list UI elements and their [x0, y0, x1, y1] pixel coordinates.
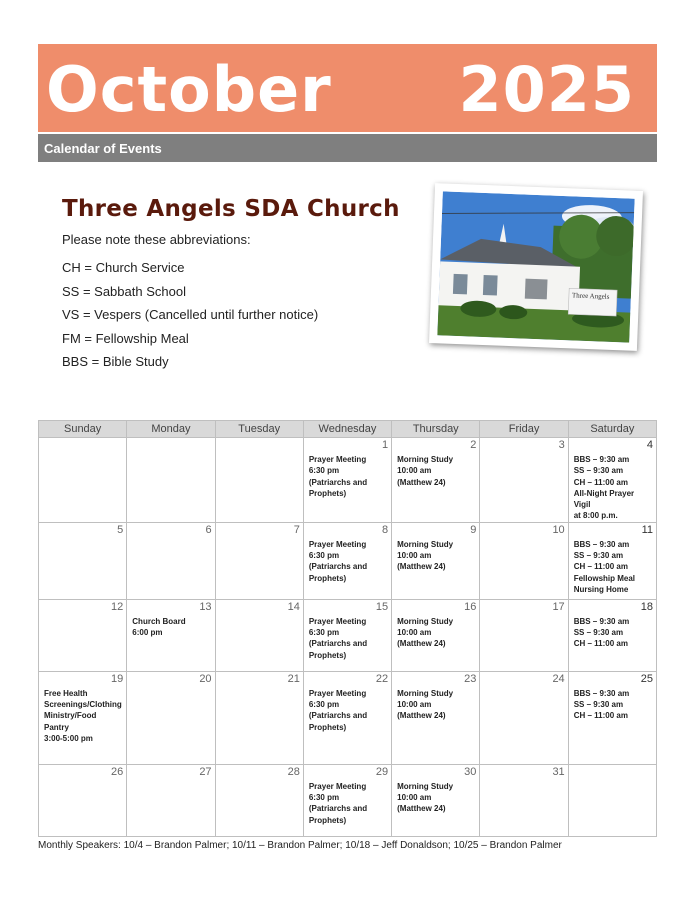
day-number: 4: [646, 439, 653, 451]
event-line: Fellowship Meal: [573, 573, 636, 583]
calendar-day-cell: [392, 522, 480, 599]
event-line: Prayer Meeting: [308, 616, 367, 626]
event-line: CH – 11:00 am: [573, 562, 628, 572]
church-name: Three Angels SDA Church: [62, 196, 400, 222]
calendar-day-cell: [39, 438, 127, 523]
event-details: [569, 614, 656, 650]
event-line: Prayer Meeting: [308, 539, 367, 549]
event-line: 6:30 pm: [308, 466, 340, 476]
event-line: (Matthew 24): [397, 804, 446, 814]
event-line: (Matthew 24): [397, 562, 446, 572]
day-number: 15: [375, 600, 389, 613]
title-banner: [38, 44, 657, 132]
calendar-day-cell: [480, 522, 568, 599]
event-details: [392, 614, 479, 650]
calendar-grid: [38, 420, 657, 837]
event-line: CH – 11:00 am: [573, 711, 628, 721]
event-line: Church Board: [132, 616, 186, 626]
event-line: 6:30 pm: [308, 628, 340, 638]
event-line: 3:00-5:00 pm: [44, 733, 93, 743]
event-details: [304, 537, 391, 584]
calendar-day-cell: [568, 522, 656, 599]
event-line: (Patriarchs and: [308, 562, 368, 572]
event-line: Morning Study: [397, 781, 454, 791]
subtitle-bar: Calendar of Events: [38, 134, 657, 162]
day-number: 6: [205, 523, 212, 536]
event-line: Pantry: [44, 722, 69, 732]
event-line: (Matthew 24): [397, 477, 446, 487]
event-line: SS – 9:30 am: [573, 628, 624, 638]
calendar-day-cell: [215, 671, 303, 764]
calendar-day-cell: [39, 522, 127, 599]
event-line: Prayer Meeting: [308, 688, 367, 698]
weekday-tuesday: Tuesday: [215, 421, 303, 438]
day-number: 27: [199, 765, 212, 778]
event-details: [304, 452, 391, 499]
day-number: 22: [375, 672, 389, 685]
event-line: Morning Study: [397, 688, 454, 698]
calendar-day-cell: [215, 599, 303, 671]
calendar-day-cell: [39, 764, 127, 836]
day-number: 7: [293, 523, 300, 536]
calendar-week-row: [39, 522, 657, 599]
abbreviations-note: Please note these abbreviations:: [62, 232, 251, 247]
photo-sign-text: Three Angels: [571, 291, 610, 301]
event-details: [304, 614, 391, 661]
day-number: 29: [375, 765, 389, 778]
day-number: 10: [552, 523, 565, 536]
calendar-day-cell: [568, 438, 656, 523]
event-line: Morning Study: [397, 455, 454, 464]
monthly-speakers: Monthly Speakers: 10/4 – Brandon Palmer; 10/11 – Brandon Palmer; 10/18 – Jeff Donaldson; 10/25 – Brandon Palmer: [38, 840, 562, 851]
calendar-day-cell: [303, 522, 391, 599]
event-line: BBS – 9:30 am: [573, 688, 630, 698]
event-line: BBS – 9:30 am: [573, 616, 630, 626]
calendar-day-cell: [392, 671, 480, 764]
calendar-day-cell: [480, 671, 568, 764]
event-line: SS – 9:30 am: [573, 700, 624, 710]
weekday-wednesday: Wednesday: [303, 421, 391, 438]
event-line: 6:30 pm: [308, 551, 340, 561]
event-line: Ministry/Food: [44, 711, 97, 721]
event-details: [392, 686, 479, 722]
day-number: 18: [640, 600, 653, 613]
calendar-day-cell: [303, 599, 391, 671]
calendar-day-cell: [303, 764, 391, 836]
day-number: 21: [287, 672, 300, 685]
event-details: [392, 779, 479, 815]
calendar-day-cell: [303, 438, 391, 523]
abbreviation-item: CH = Church Service: [62, 260, 185, 275]
event-line: CH – 11:00 am: [573, 477, 628, 487]
weekday-monday: Monday: [127, 421, 215, 438]
event-line: Prayer Meeting: [308, 781, 367, 791]
day-number: 5: [117, 523, 124, 536]
event-details: [569, 452, 656, 522]
event-line: 10:00 am: [397, 793, 432, 803]
event-line: 10:00 am: [397, 466, 432, 476]
calendar-day-cell: [127, 764, 215, 836]
day-number: 12: [111, 600, 124, 613]
day-number: 17: [552, 600, 565, 613]
day-number: [569, 765, 656, 779]
event-line: 10:00 am: [397, 700, 432, 710]
abbreviation-item: FM = Fellowship Meal: [62, 330, 189, 346]
day-number: 25: [640, 672, 653, 685]
weekday-saturday: Saturday: [568, 421, 656, 438]
event-line: All-Night Prayer Vigil: [573, 488, 635, 510]
event-details: [127, 614, 214, 639]
event-line: Morning Study: [397, 539, 454, 549]
calendar-day-cell: [127, 671, 215, 764]
event-details: [304, 686, 391, 733]
event-line: BBS – 9:30 am: [573, 455, 630, 464]
calendar-day-cell: [568, 671, 656, 764]
event-line: Prophets): [308, 573, 347, 583]
event-line: 6:30 pm: [308, 793, 340, 803]
calendar-day-cell: [480, 438, 568, 523]
day-number: 2: [470, 439, 477, 451]
event-line: SS – 9:30 am: [573, 551, 624, 561]
day-number: 14: [287, 600, 300, 613]
day-number: [39, 438, 126, 452]
event-details: [39, 686, 126, 744]
church-photo-image: [437, 191, 634, 342]
calendar-day-cell: [480, 599, 568, 671]
church-photo: [429, 183, 643, 351]
abbreviation-item: BBS = Bible Study: [62, 354, 169, 370]
day-number: 31: [552, 765, 565, 778]
calendar-day-cell: [215, 522, 303, 599]
day-number: 20: [199, 672, 212, 685]
event-line: BBS – 9:30 am: [573, 539, 630, 549]
calendar-day-cell: [568, 599, 656, 671]
event-line: CH – 11:00 am: [573, 639, 628, 649]
calendar-day-cell: [215, 764, 303, 836]
calendar-day-cell: [127, 522, 215, 599]
event-details: [392, 537, 479, 573]
event-line: 10:00 am: [397, 551, 432, 561]
weekday-sunday: Sunday: [39, 421, 127, 438]
event-line: Morning Study: [397, 616, 454, 626]
day-number: 30: [464, 765, 477, 778]
event-details: [392, 452, 479, 488]
calendar-day-cell: [392, 764, 480, 836]
event-line: Prophets): [308, 722, 347, 732]
day-number: 13: [199, 600, 212, 613]
day-number: 19: [111, 672, 124, 685]
day-number: 1: [382, 439, 389, 451]
calendar-day-cell: [39, 671, 127, 764]
event-line: Free Health: [44, 688, 88, 698]
day-number: [127, 438, 214, 452]
abbreviations-list: [62, 256, 318, 374]
event-details: [569, 686, 656, 722]
event-line: Prophets): [308, 488, 347, 498]
day-number: 11: [641, 523, 653, 536]
month-title: October: [46, 53, 332, 126]
day-number: 9: [470, 523, 477, 536]
event-line: 10:00 am: [397, 628, 432, 638]
calendar-day-cell: [127, 438, 215, 523]
calendar-week-row: [39, 438, 657, 523]
day-number: 3: [558, 439, 565, 451]
event-line: (Matthew 24): [397, 639, 446, 649]
event-line: (Patriarchs and: [308, 711, 368, 721]
calendar-day-cell: [127, 599, 215, 671]
event-line: Prayer Meeting: [308, 455, 367, 464]
event-line: (Matthew 24): [397, 711, 446, 721]
day-number: 28: [287, 765, 300, 778]
calendar-week-row: [39, 764, 657, 836]
abbreviation-item: SS = Sabbath School: [62, 283, 186, 299]
event-line: Screenings/Clothing: [44, 700, 122, 710]
calendar-day-cell: [215, 438, 303, 523]
calendar-week-row: [39, 671, 657, 764]
event-line: (Patriarchs and: [308, 477, 368, 487]
calendar-week-row: [39, 599, 657, 671]
weekday-thursday: Thursday: [392, 421, 480, 438]
event-line: 6:30 pm: [308, 700, 340, 710]
day-number: 8: [382, 523, 389, 536]
year-title: 2025: [458, 53, 635, 126]
calendar-day-cell: [303, 671, 391, 764]
event-details: [569, 537, 656, 595]
event-line: Prophets): [308, 650, 347, 660]
calendar-day-cell: [392, 599, 480, 671]
calendar-day-cell: [39, 599, 127, 671]
day-number: [216, 438, 303, 452]
abbreviation-item: VS = Vespers (Cancelled until further notice): [62, 307, 319, 323]
day-number: 16: [464, 600, 477, 613]
event-line: (Patriarchs and: [308, 804, 368, 814]
event-line: Prophets): [308, 815, 347, 825]
event-line: SS – 9:30 am: [573, 466, 624, 476]
day-number: 24: [552, 672, 565, 685]
calendar-day-cell: [568, 764, 656, 836]
weekday-header-row: [39, 421, 657, 438]
event-line: 6:00 pm: [132, 628, 163, 638]
day-number: 26: [111, 765, 124, 778]
event-line: (Patriarchs and: [308, 639, 368, 649]
weekday-friday: Friday: [480, 421, 568, 438]
calendar-day-cell: [480, 764, 568, 836]
event-line: at 8:00 p.m.: [573, 511, 618, 521]
event-line: Nursing Home: [573, 584, 629, 594]
calendar-day-cell: [392, 438, 480, 523]
event-details: [304, 779, 391, 826]
day-number: 23: [464, 672, 477, 685]
